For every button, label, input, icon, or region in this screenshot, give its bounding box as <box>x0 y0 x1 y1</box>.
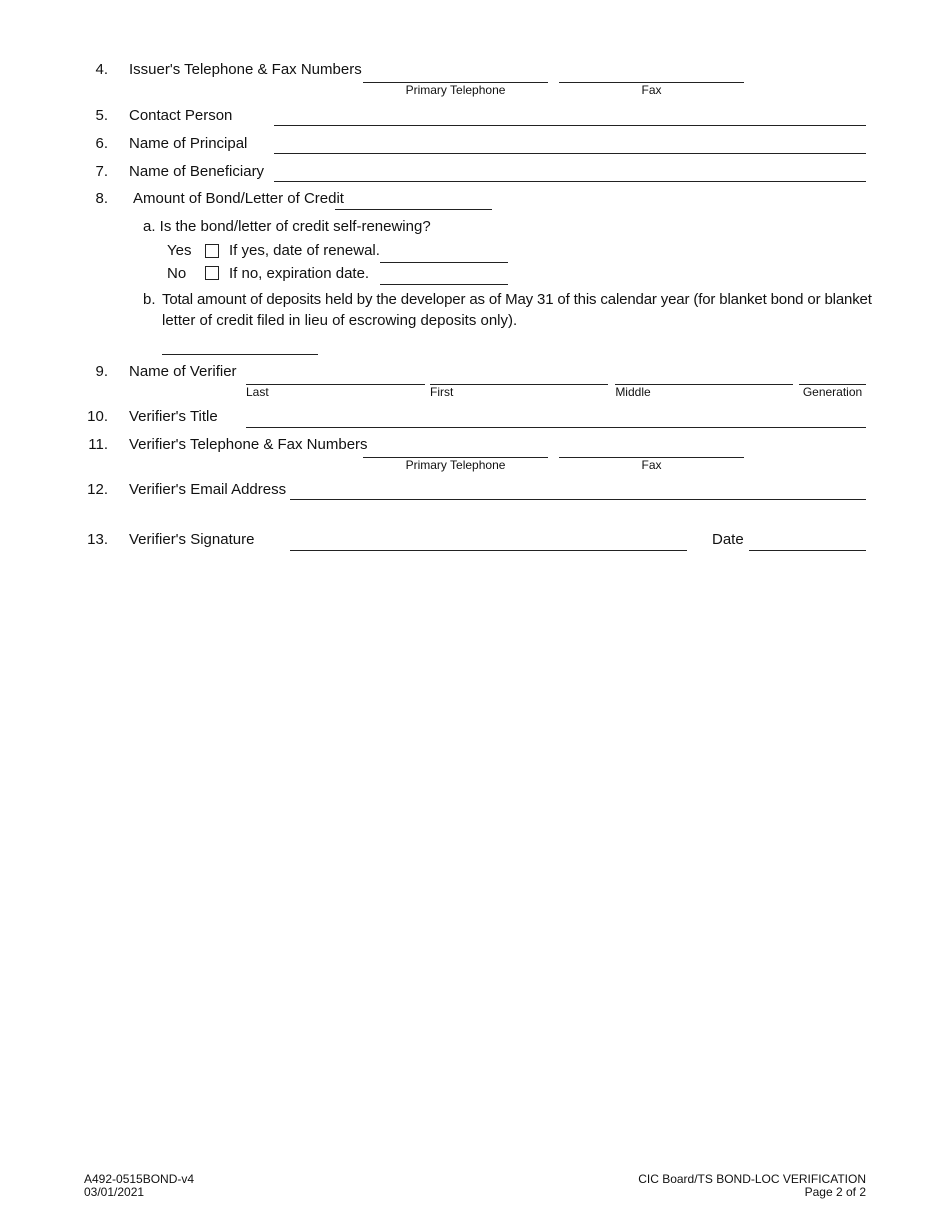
item-4-number: 4. <box>95 61 108 78</box>
item-7-label: Name of Beneficiary <box>129 163 265 180</box>
generation-caption: Generation <box>802 385 863 399</box>
verifier-first-name-field[interactable] <box>430 384 608 385</box>
beneficiary-name-field[interactable] <box>274 181 866 182</box>
item-11-label: Verifier's Telephone & Fax Numbers <box>129 436 368 453</box>
item-6-label: Name of Principal <box>129 135 248 152</box>
item-9-number: 9. <box>95 363 108 380</box>
page-number: Page 2 of 2 <box>804 1185 866 1199</box>
form-date: 03/01/2021 <box>84 1185 145 1199</box>
footer-right <box>638 1173 866 1199</box>
signature-date-field[interactable] <box>749 550 866 551</box>
no-expiration-label: If no, expiration date. <box>229 265 370 282</box>
verifier-last-name-field[interactable] <box>246 384 425 385</box>
verifier-title-field[interactable] <box>246 427 866 428</box>
item-5-label: Contact Person <box>129 107 233 124</box>
verifier-signature-field[interactable] <box>290 550 687 551</box>
item-10-label: Verifier's Title <box>129 408 218 425</box>
item-5-number: 5. <box>95 107 108 124</box>
item-6-number: 6. <box>95 135 108 152</box>
no-checkbox[interactable] <box>205 266 219 280</box>
item-8-number: 8. <box>95 190 108 207</box>
item-9-label: Name of Verifier <box>129 363 237 380</box>
item-8b-text-line-1: Total amount of deposits held by the developer as of May 31 of this calendar year (for blanket bond or blanket <box>162 291 872 308</box>
item-13-label: Verifier's Signature <box>129 531 255 548</box>
yes-renewal-label: If yes, date of renewal. <box>229 242 380 259</box>
footer-left <box>84 1173 194 1199</box>
issuer-primary-telephone-caption: Primary Telephone <box>405 83 506 97</box>
date-label: Date <box>712 531 744 548</box>
item-10-number: 10. <box>87 408 108 425</box>
item-12-label: Verifier's Email Address <box>129 481 287 498</box>
item-11-number: 11. <box>88 436 108 453</box>
middle-caption: Middle <box>615 385 651 399</box>
item-13-number: 13. <box>87 531 108 548</box>
verifier-email-field[interactable] <box>290 499 866 500</box>
no-label: No <box>167 265 187 282</box>
item-4-label: Issuer's Telephone & Fax Numbers <box>129 61 362 78</box>
form-title: CIC Board/TS BOND-LOC VERIFICATION <box>638 1172 866 1186</box>
bond-amount-field[interactable] <box>335 209 492 210</box>
expiration-date-field[interactable] <box>380 284 508 285</box>
first-caption: First <box>430 385 454 399</box>
issuer-fax-caption: Fax <box>641 83 662 97</box>
yes-checkbox[interactable] <box>205 244 219 258</box>
item-12-number: 12. <box>87 481 108 498</box>
item-8b-text-line-2: letter of credit filed in lieu of escrowing deposits only). <box>162 312 518 329</box>
item-7-number: 7. <box>95 163 108 180</box>
contact-person-field[interactable] <box>274 125 866 126</box>
principal-name-field[interactable] <box>274 153 866 154</box>
last-caption: Last <box>246 385 269 399</box>
form-id: A492-0515BOND-v4 <box>84 1172 195 1186</box>
verifier-primary-telephone-caption: Primary Telephone <box>405 458 506 472</box>
item-8-label: Amount of Bond/Letter of Credit <box>133 190 344 207</box>
yes-label: Yes <box>167 242 192 259</box>
deposits-total-field[interactable] <box>162 354 318 355</box>
item-8a-question: a. Is the bond/letter of credit self-renewing? <box>143 218 431 235</box>
renewal-date-field[interactable] <box>380 262 508 263</box>
verifier-fax-caption: Fax <box>641 458 662 472</box>
item-8b-marker: b. <box>143 291 156 308</box>
